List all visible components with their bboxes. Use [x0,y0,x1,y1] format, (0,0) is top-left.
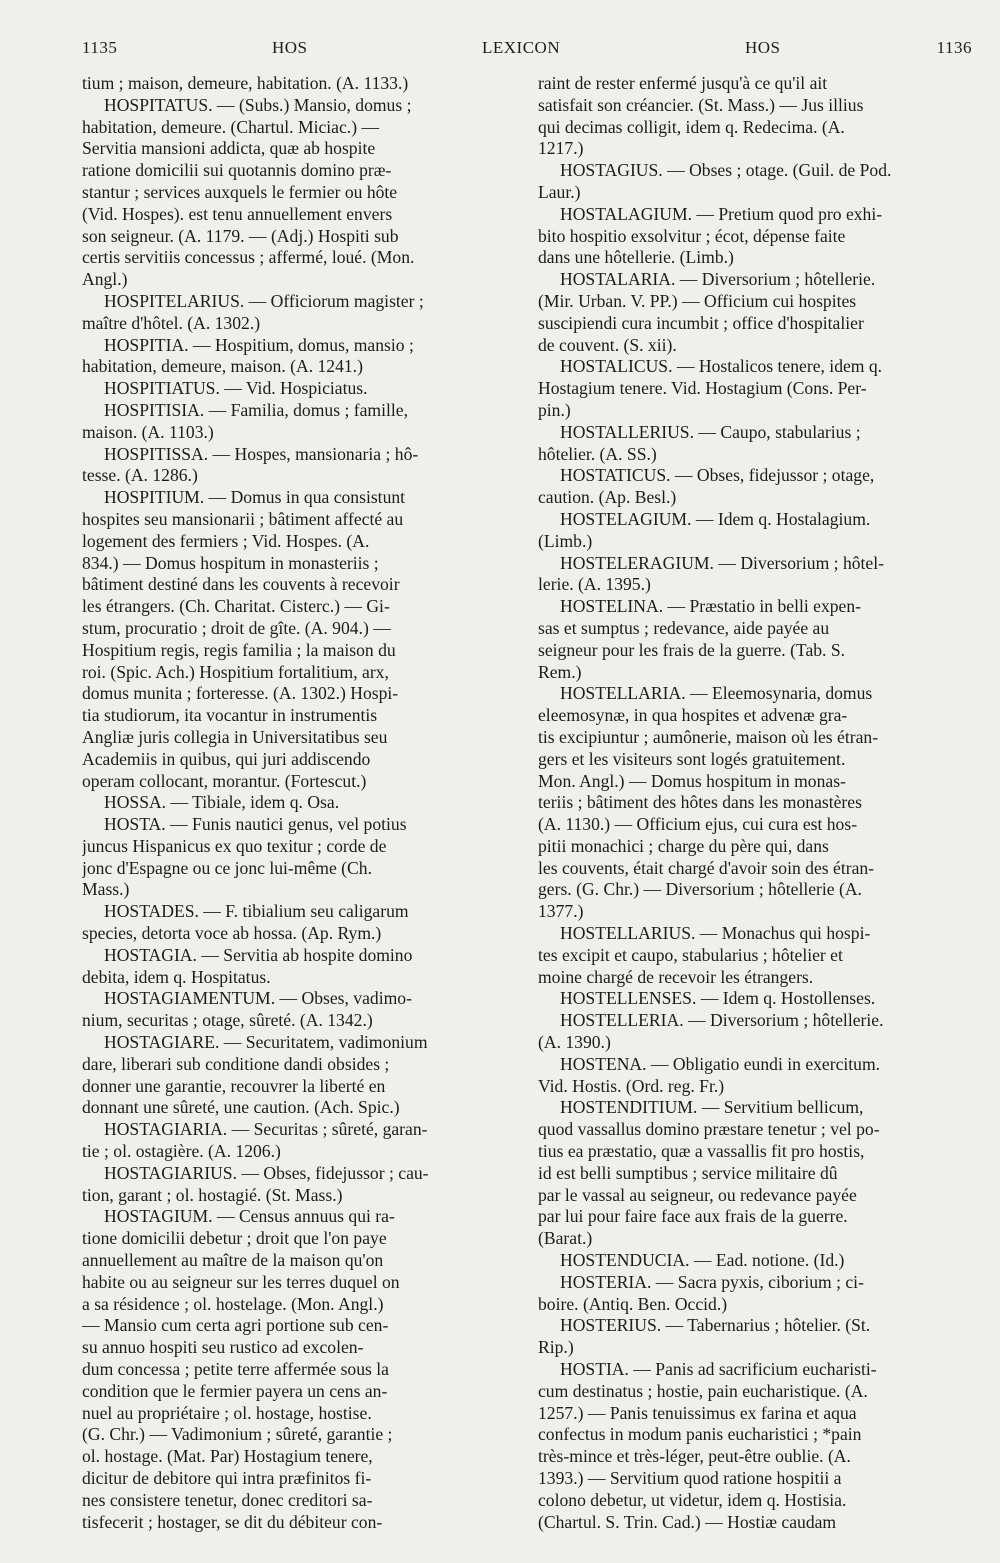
text-line: HOSPITISIA. — Familia, domus ; famille, [104,399,408,420]
text-line: HOSTAGIA. — Servitia ab hospite domino [104,944,413,965]
text-line: dare, liberari sub conditione dandi obsides ; [82,1053,390,1074]
text-line: eleemosynæ, in qua hospites et advenæ gra- [538,705,848,726]
text-line: dum concessa ; petite terre affermée sous la [82,1359,389,1380]
text-line: HOSTA. — Funis nautici genus, vel potius [104,814,407,835]
text-line: tius ea præstatio, quæ a vassallis fit pro hostis, [538,1141,865,1162]
text-line: moine chargé de recevoir les étrangers. [538,966,814,987]
text-line: HOSTALAGIUM. — Pretium quod pro exhi- [560,203,883,224]
text-line: HOSTELERAGIUM. — Diversorium ; hôtel- [560,552,884,573]
right-column [538,73,970,1533]
text-line: (Barat.) [538,1228,593,1249]
text-line: colono debetur, ut videtur, idem q. Hostisia. [538,1489,847,1510]
text-line: HOSTELAGIUM. — Idem q. Hostalagium. [560,508,871,529]
text-line: HOSTAGIUM. — Census annuus qui ra- [104,1206,395,1227]
left-page-number: 1135 [82,38,118,57]
text-line: HOSTALARIA. — Diversorium ; hôtellerie. [560,269,876,290]
text-line: HOSTERIUS. — Tabernarius ; hôtelier. (St. [560,1315,871,1336]
text-line: HOSTAGIARE. — Securitatem, vadimonium [104,1032,428,1053]
text-line: (Mir. Urban. V. PP.) — Officium cui hospites [538,290,857,311]
text-line: HOSTAGIARIA. — Securitas ; sûreté, garan- [104,1119,428,1140]
text-line: tia studiorum, ita vocantur in instrumentis [82,705,378,726]
text-line: Academiis in quibus, qui juri addiscendo [82,748,371,769]
text-line: su annuo hospiti seu rustico ad excolen- [82,1337,364,1358]
text-line: maître d'hôtel. (A. 1302.) [82,312,261,333]
text-line: HOSTELLENSES. — Idem q. Hostollenses. [560,988,876,1009]
text-line: tie ; ol. ostagière. (A. 1206.) [82,1141,281,1162]
text-line: cum destinatus ; hostie, pain eucharistique. (A. [538,1380,868,1401]
text-line: bito hospitio exsolvitur ; écot, dépense faite [538,225,846,246]
text-line: HOSTELLERIA. — Diversorium ; hôtellerie. [560,1010,884,1031]
text-line: qui decimas colligit, idem q. Redecima. (A. [538,116,845,137]
text-line: nes consistere tenetur, donec creditori sa- [82,1489,373,1510]
text-line: Angl.) [82,269,128,290]
text-line: lerie. (A. 1395.) [538,574,651,595]
text-line: HOSPITISSA. — Hospes, mansionaria ; hô- [104,443,419,464]
text-line: dans une hôtellerie. (Limb.) [538,247,734,268]
text-line: roi. (Spic. Ach.) Hospitium fortalitium, arx, [82,661,389,682]
text-line: Rem.) [538,661,582,682]
text-line: par lui pour faire face aux frais de la guerre. [538,1206,848,1227]
text-line: logement des fermiers ; Vid. Hospes. (A. [82,530,370,551]
text-line: tione domicilii debetur ; droit que l'on paye [82,1228,387,1249]
text-line: suscipiendi cura incumbit ; office d'hospitalier [538,312,864,333]
text-line: operam collocant, morantur. (Fortescut.) [82,770,367,791]
text-line: habite ou au seigneur sur les terres duquel on [82,1271,400,1292]
text-line: HOSTENA. — Obligatio eundi in exercitum. [560,1053,881,1074]
text-line: condition que le fermier payera un cens an- [82,1380,388,1401]
text-line: (A. 1390.) [538,1032,611,1053]
text-line: HOSTENDUCIA. — Ead. notione. (Id.) [560,1250,845,1271]
text-line: a sa résidence ; ol. hostelage. (Mon. Angl.) [82,1293,384,1314]
text-line: HOSPITATUS. — (Subs.) Mansio, domus ; [104,94,412,115]
text-line: (A. 1130.) — Officium ejus, cui cura est hos- [538,814,858,835]
text-line: (G. Chr.) — Vadimonium ; sûreté, garantie ; [82,1424,393,1445]
text-line: 1393.) — Servitium quod ratione hospitii a [538,1468,842,1488]
text-line: juncus Hispanicus ex quo texitur ; corde de [82,835,387,856]
text-line: dicitur de debitore qui intra præfinitos fi- [82,1468,372,1488]
text-line: HOSTAGIARIUS. — Obses, fidejussor ; cau- [104,1162,429,1183]
text-line: jonc d'Espagne ou ce jonc lui-même (Ch. [82,857,372,878]
text-line: HOSTALLERIUS. — Caupo, stabularius ; [560,421,861,442]
text-line: HOSPITIATUS. — Vid. Hospiciatus. [104,378,368,399]
text-line: Rip.) [538,1337,574,1358]
text-line: HOSTELLARIA. — Eleemosynaria, domus [560,683,873,704]
text-line: habitation, demeure. (Chartul. Miciac.) — [82,116,380,137]
text-line: caution. (Ap. Besl.) [538,487,677,508]
text-line: tisfecerit ; hostager, se dit du débiteur con- [82,1511,383,1532]
text-line: bâtiment destiné dans les couvents à recevoir [82,574,400,595]
text-line: Servitia mansioni addicta, quæ ab hospite [82,138,376,159]
text-line: domus munita ; forteresse. (A. 1302.) Hospi- [82,683,399,704]
text-line: (Vid. Hospes). est tenu annuellement envers [82,203,393,224]
text-line: raint de rester enfermé jusqu'à ce qu'il ait [538,73,828,93]
text-line: très-mince et très-léger, peut-être oublie. (A. [538,1446,851,1467]
text-line: stantur ; services auxquels le fermier ou hôte [82,181,398,202]
text-line: pitii monachici ; charge du père qui, dans [538,835,829,856]
text-line: son seigneur. (A. 1179. — (Adj.) Hospiti sub [82,225,399,246]
text-line: debita, idem q. Hospitatus. [82,966,271,987]
text-line: par le vassal au seigneur, ou redevance payée [538,1184,857,1205]
text-line: tium ; maison, demeure, habitation. (A. 1133.) [82,73,409,93]
left-running-head: HOS [272,38,308,57]
text-line: HOSTELLARIUS. — Monachus qui hospi- [560,923,871,944]
text-line: hospites seu mansionarii ; bâtiment affecté au [82,508,404,529]
text-line: 1257.) — Panis tenuissimus ex farina et aqua [538,1402,857,1423]
text-line: les couvents, était chargé d'avoir soin des étran- [538,857,875,878]
text-line: tes excipit et caupo, stabularius ; hôtelier et [538,944,843,965]
text-line: annuellement au maître de la maison qu'on [82,1250,384,1271]
text-line: Mon. Angl.) — Domus hospitum in monas- [538,770,846,791]
text-line: tion, garant ; ol. hostagié. (St. Mass.) [82,1184,343,1205]
text-line: habitation, demeure, maison. (A. 1241.) [82,356,363,377]
text-line: HOSTENDITIUM. — Servitium bellicum, [560,1097,864,1118]
text-line: HOSTATICUS. — Obses, fidejussor ; otage, [560,465,875,486]
text-line: boire. (Antiq. Ben. Occid.) [538,1293,728,1314]
text-line: tesse. (A. 1286.) [82,465,198,486]
text-line: sas et sumptus ; redevance, aide payée au [538,617,830,638]
text-line: HOSTELINA. — Præstatio in belli expen- [560,596,862,617]
text-line: HOSPITIA. — Hospitium, domus, mansio ; [104,334,414,355]
text-line: teriis ; bâtiment des hôtes dans les monastères [538,792,862,813]
text-line: HOSTAGIAMENTUM. — Obses, vadimo- [104,988,412,1009]
text-line: tis excipiuntur ; aumônerie, maison où les étran- [538,726,879,747]
text-line: maison. (A. 1103.) [82,421,214,442]
right-running-head: HOS [745,38,781,57]
text-line: satisfait son créancier. (St. Mass.) — Jus illius [538,94,864,115]
text-line: Mass.) [82,879,130,900]
text-line: Laur.) [538,181,581,202]
text-line: nuel au propriétaire ; ol. hostage, hostise. [82,1402,372,1423]
left-column [82,73,514,1533]
text-line: de couvent. (S. xii). [538,334,677,355]
text-line: nium, securitas ; otage, sûreté. (A. 1342.) [82,1010,373,1031]
text-line: donnant une sûreté, une caution. (Ach. Spic.) [82,1097,400,1118]
text-line: Hostagium tenere. Vid. Hostagium (Cons. Per- [538,378,867,399]
text-line: HOSPITIUM. — Domus in qua consistunt [104,487,406,508]
text-line: (Chartul. S. Trin. Cad.) — Hostiæ caudam [538,1511,837,1532]
text-line: pin.) [538,399,571,420]
text-line: Vid. Hostis. (Ord. reg. Fr.) [538,1075,725,1096]
text-line: HOSTERIA. — Sacra pyxis, ciborium ; ci- [560,1271,864,1292]
right-page-number: 1136 [936,38,972,57]
text-line: quod vassallus domino præstare tenetur ; vel po- [538,1119,880,1140]
text-line: les étrangers. (Ch. Charitat. Cisterc.) — Gi- [82,596,390,617]
text-line: gers. (G. Chr.) — Diversorium ; hôtellerie (A. [538,879,862,900]
text-line: donner une garantie, recouvrer la liberté en [82,1075,386,1096]
text-line: HOSSA. — Tibiale, idem q. Osa. [104,792,340,813]
text-line: seigneur pour les frais de la guerre. (Tab. S. [538,639,846,660]
text-line: species, detorta voce ab hossa. (Ap. Rym.) [82,923,382,944]
text-line: HOSPITELARIUS. — Officiorum magister ; [104,290,424,311]
text-line: 1217.) [538,138,584,159]
center-running-head: LEXICON [482,38,561,57]
text-line: HOSTIA. — Panis ad sacrificium eucharisti- [560,1359,877,1380]
text-line: (Limb.) [538,530,593,551]
text-line: — Mansio cum certa agri portione sub cen- [82,1315,389,1336]
text-line: Hospitium regis, regis familia ; la maison du [82,639,396,660]
text-line: id est belli sumptibus ; service militaire dû [538,1162,838,1183]
text-line: certis servitiis concessus ; affermé, loué. (Mon. [82,247,415,268]
text-line: 834.) — Domus hospitum in monasteriis ; [82,552,379,573]
text-line: 1377.) [538,901,584,922]
text-line: gers et les visiteurs sont logés gratuitement. [538,748,846,769]
text-line: HOSTALICUS. — Hostalicos tenere, idem q. [560,356,883,377]
text-line: ratione domicilii sui quotannis domino præ- [82,160,392,181]
page-header [82,38,972,62]
text-line: Angliæ juris collegia in Universitatibus seu [82,726,388,747]
text-line: HOSTAGIUS. — Obses ; otage. (Guil. de Pod. [560,160,892,181]
text-line: hôtelier. (A. SS.) [538,443,657,464]
text-line: ol. hostage. (Mat. Par) Hostagium tenere, [82,1446,373,1467]
text-line: HOSTADES. — F. tibialium seu caligarum [104,901,409,922]
text-line: confectus in modum panis eucharistici ; *pain [538,1424,862,1445]
text-line: stum, procuratio ; droit de gîte. (A. 904.) — [82,617,391,638]
